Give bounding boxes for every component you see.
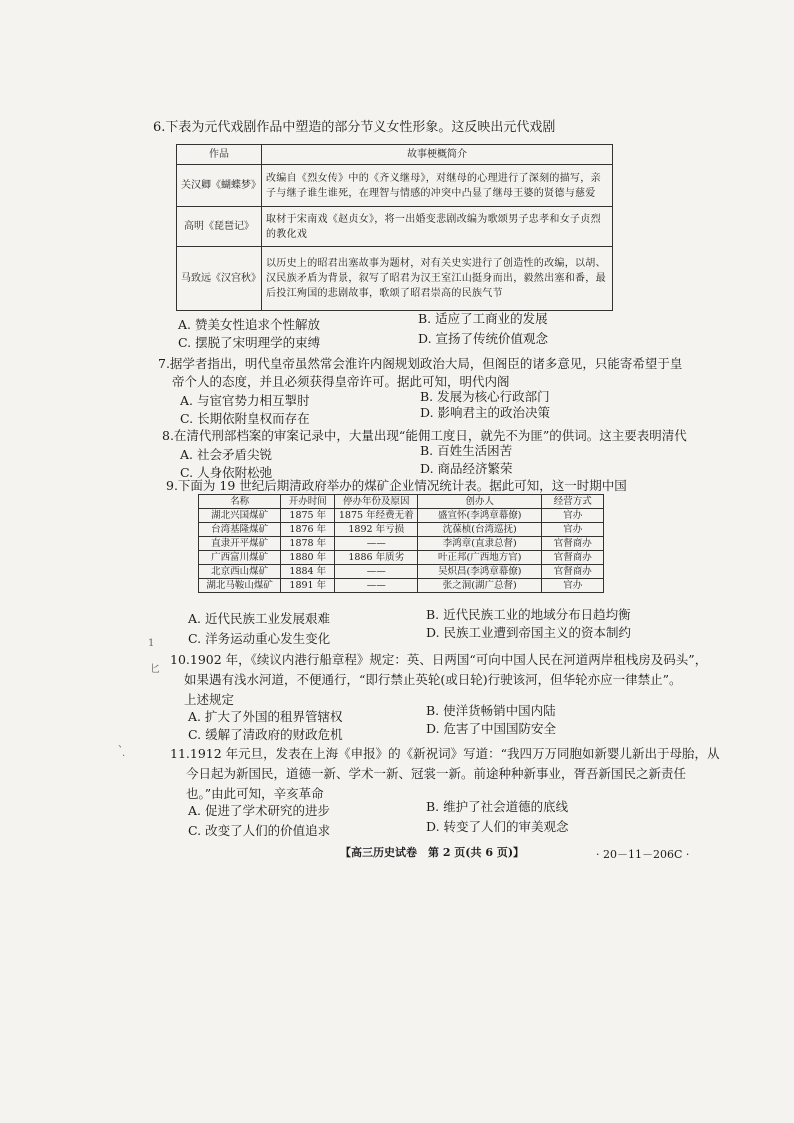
q8-option-a: A. 社会矛盾尖锐 [180, 447, 272, 462]
margin-mark: . [122, 748, 126, 759]
margin-mark: 匕 [150, 664, 160, 675]
q10-option-d: D. 危害了中国国防安全 [426, 721, 557, 736]
q6-header-work: 作品 [177, 145, 262, 165]
table-row [199, 565, 604, 579]
q9-option-a: A. 近代民族工业发展艰难 [188, 611, 330, 626]
q9-cell: —— [335, 565, 418, 579]
q9-cell: 官督商办 [542, 537, 604, 551]
q10-stem-line2: 如果遇有浅水河道，不便通行，“即行禁止英轮(或日轮)行驶该河，但华轮亦应一律禁止”。 [184, 672, 682, 687]
q11-stem-line3: 也。”由此可知，辛亥革命 [186, 786, 324, 801]
q9-option-c: C. 洋务运动重心发生变化 [188, 631, 331, 646]
table-row [199, 537, 604, 551]
q7-stem-line2: 帝个人的态度，并且必须获得皇帝许可。据此可知，明代内阁 [172, 374, 510, 389]
margin-mark: 1 [148, 638, 155, 649]
q10-option-a: A. 扩大了外国的租界管辖权 [188, 709, 343, 724]
q7-option-b: B. 发展为核心行政部门 [420, 389, 550, 404]
q11-option-c: C. 改变了人们的价值追求 [188, 823, 331, 838]
q9-cell: 张之洞(湖广总督) [418, 579, 542, 593]
q9-cell: 1876 年 [281, 523, 335, 537]
q9-cell: 李鸿章(直隶总督) [418, 537, 542, 551]
q9-cell: 北京西山煤矿 [199, 565, 281, 579]
q11-option-b: B. 维护了社会道德的底线 [426, 799, 569, 814]
q9-option-d: D. 民族工业遭到帝国主义的资本制约 [426, 625, 632, 640]
q8-option-d: D. 商品经济繁荣 [420, 461, 513, 476]
q9-cell: 台湾基隆煤矿 [199, 523, 281, 537]
q9-cell: 湖北马鞍山煤矿 [199, 579, 281, 593]
q6-stem: 6.下表为元代戏剧作品中塑造的部分节义女性形象。这反映出元代戏剧 [153, 120, 556, 135]
q6-option-c: C. 摆脱了宋明理学的束缚 [178, 335, 321, 350]
q9-cell: —— [335, 579, 418, 593]
q9-header-start: 开办时间 [281, 495, 335, 509]
q9-cell: 官督商办 [542, 565, 604, 579]
q9-cell: 1891 年 [281, 579, 335, 593]
q9-cell: 官办 [542, 523, 604, 537]
q11-option-a: A. 促进了学术研究的进步 [188, 803, 330, 818]
q9-cell: 1875 年 [281, 509, 335, 523]
q9-stem: 9.下面为 19 世纪后期清政府举办的煤矿企业情况统计表。据此可知，这一时期中国 [166, 478, 627, 493]
q6-row3-work: 马致远《汉宫秋》 [177, 247, 262, 311]
q9-cell: 1886 年质劣 [335, 551, 418, 565]
q10-stem-line3: 上述规定 [184, 692, 235, 707]
q9-cell: 1880 年 [281, 551, 335, 565]
q6-header-summary: 故事梗概简介 [262, 145, 613, 165]
q10-option-b: B. 使洋货畅销中国内陆 [426, 703, 556, 718]
table-row [199, 579, 604, 593]
q6-option-d: D. 宣扬了传统价值观念 [418, 331, 549, 346]
table-row [199, 509, 604, 523]
q9-cell: 盛宣怀(李鸿章幕僚) [418, 509, 542, 523]
q6-option-a: A. 赞美女性追求个性解放 [178, 317, 320, 332]
q9-cell: 直隶开平煤矿 [199, 537, 281, 551]
q7-option-a: A. 与宦官势力相互掣肘 [180, 393, 310, 408]
q9-cell: 1892 年亏损 [335, 523, 418, 537]
q7-option-d: D. 影响君主的政治决策 [420, 405, 551, 420]
q9-table [198, 494, 604, 593]
footer-code: · 20－11－206C · [596, 848, 690, 861]
q11-stem-line2: 今日起为新国民，道德一新、学术一新、冠裳一新。前途种种新事业，胥吾新国民之新责任 [186, 766, 687, 781]
q8-stem: 8.在清代刑部档案的审案记录中，大量出现“能佣工度日，就先不为匪”的供词。这主要表明清代 [162, 428, 687, 443]
q9-header-mode: 经营方式 [542, 495, 604, 509]
q11-stem-line1: 11.1912 年元旦，发表在上海《申报》的《新祝词》写道：“我四万万同胞如新婴儿新出于母胎，从 [170, 746, 720, 761]
q9-cell: 广西富川煤矿 [199, 551, 281, 565]
q9-header-stop: 停办年份及原因 [335, 495, 418, 509]
q9-header-founder: 创办人 [418, 495, 542, 509]
q9-cell: 沈葆桢(台湾巡抚) [418, 523, 542, 537]
q9-cell: 湖北兴国煤矿 [199, 509, 281, 523]
q6-row2-summary: 取材于宋南戏《赵贞女》，将一出婚变悲剧改编为歌颂男子忠孝和女子贞烈的教化戏 [262, 207, 613, 247]
q9-header-name: 名称 [199, 495, 281, 509]
q6-option-b: B. 适应了工商业的发展 [418, 311, 548, 326]
q9-cell: 1878 年 [281, 537, 335, 551]
q8-option-c: C. 人身依附松弛 [180, 465, 273, 480]
q9-cell: 1884 年 [281, 565, 335, 579]
margin-mark: 、 [118, 739, 128, 750]
q11-option-d: D. 转变了人们的审美观念 [426, 819, 569, 834]
q8-option-b: B. 百姓生活困苦 [420, 443, 513, 458]
q6-table [176, 144, 613, 311]
q6-row3-summary: 以历史上的昭君出塞故事为题材，对有关史实进行了创造性的改编，以胡、汉民族矛盾为背景，叙写了昭君为汉王室江山挺身而出，毅然出塞和番，最后投江殉国的悲剧故事，歌颂了昭君崇高的民族气节 [262, 247, 613, 311]
q10-stem-line1: 10.1902 年，《续议内港行船章程》规定：英、日两国“可向中国人民在河道两岸租栈房及码头”， [170, 652, 708, 667]
q6-row1-summary: 改编自《烈女传》中的《齐义继母》，对继母的心理进行了深刻的描写，亲子与继子谁生谁死，在理智与情感的冲突中凸显了继母王婆的贤德与慈爱 [262, 165, 613, 207]
q7-stem-line1: 7.据学者指出，明代皇帝虽然常会淮许内阁规划政治大局，但阁臣的诸多意见，只能寄希望于皇 [158, 356, 683, 371]
q10-option-c: C. 缓解了清政府的财政危机 [188, 727, 343, 742]
q9-cell: 官办 [542, 579, 604, 593]
table-row [199, 523, 604, 537]
q6-row1-work: 关汉卿《蝴蝶梦》 [177, 165, 262, 207]
table-row [199, 551, 604, 565]
q6-row2-work: 高明《琵琶记》 [177, 207, 262, 247]
footer-title: 【高三历史试卷 第 2 页(共 6 页)】 [340, 846, 525, 859]
q9-option-b: B. 近代民族工业的地域分布日趋均衡 [426, 607, 631, 622]
q9-cell: —— [335, 537, 418, 551]
q9-cell: 官督商办 [542, 551, 604, 565]
q9-cell: 1875 年经费无着 [335, 509, 418, 523]
q9-cell: 吴炽昌(李鸿章幕僚) [418, 565, 542, 579]
q9-cell: 官办 [542, 509, 604, 523]
q7-option-c: C. 长期依附皇权而存在 [180, 411, 310, 426]
q9-cell: 叶正邦(广西地方官) [418, 551, 542, 565]
